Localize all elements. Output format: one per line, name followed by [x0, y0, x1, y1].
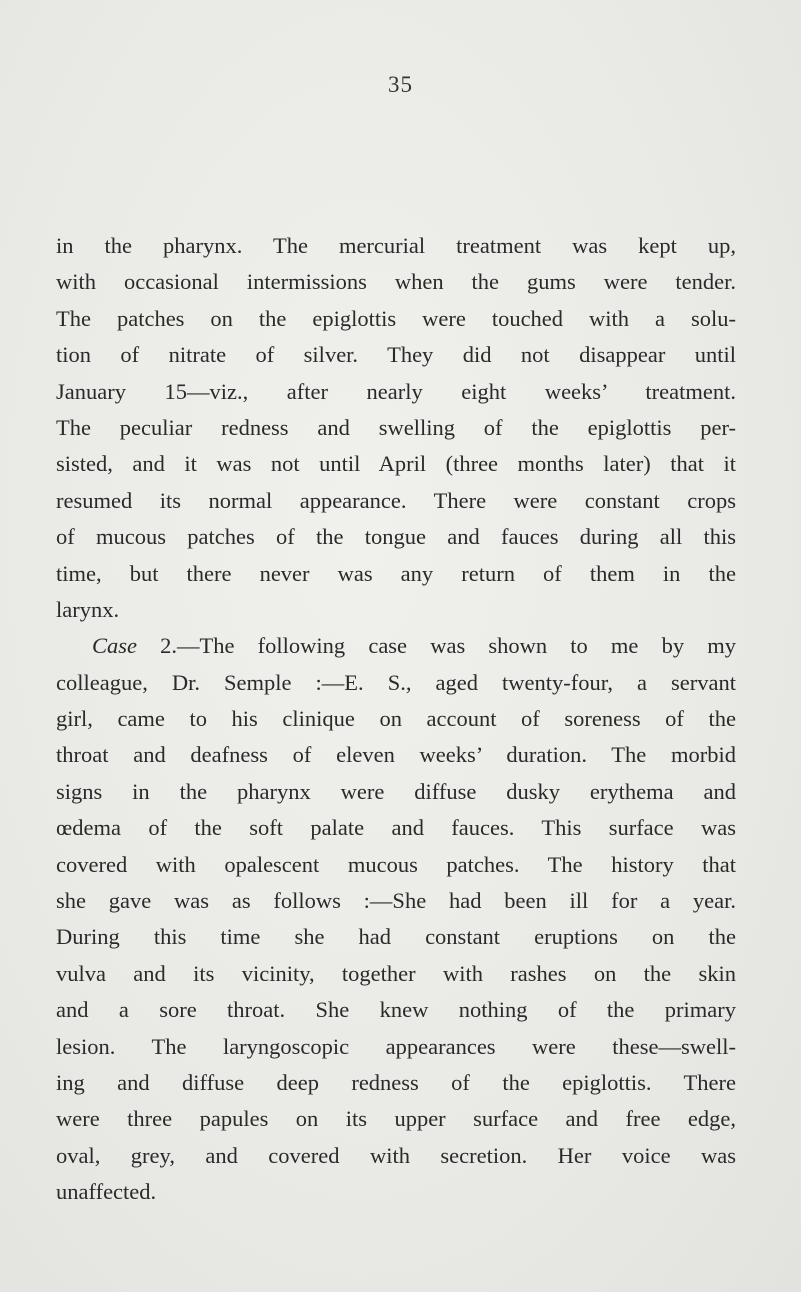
text-line	[56, 1065, 736, 1101]
line-text: girl, came to his clinique on account of soreness of the	[56, 706, 736, 732]
text-line	[56, 1029, 736, 1065]
line-text: The peculiar redness and swelling of the epiglottis per-	[56, 414, 736, 440]
text-line	[56, 883, 736, 919]
text-line	[56, 701, 736, 737]
text-line	[56, 301, 736, 337]
text-line	[56, 228, 736, 264]
text-line	[56, 628, 736, 664]
text-line	[56, 847, 736, 883]
text-line	[56, 337, 736, 373]
text-line	[56, 1138, 736, 1174]
line-text: with occasional intermissions when the gums were tender.	[56, 269, 736, 295]
line-text: ing and diffuse deep redness of the epiglottis. There	[56, 1069, 736, 1095]
text-line	[56, 956, 736, 992]
case-label: Case	[92, 633, 137, 659]
line-text: lesion. The laryngoscopic appearances were these—swell-	[56, 1033, 736, 1059]
text-line	[56, 665, 736, 701]
line-text: oval, grey, and covered with secretion. Her voice was	[56, 1142, 736, 1168]
line-text: resumed its normal appearance. There were constant crops	[56, 487, 736, 513]
line-text: vulva and its vicinity, together with rashes on the skin	[56, 960, 736, 986]
line-text: she gave was as follows :—She had been ill for a year.	[56, 888, 736, 914]
text-line	[56, 556, 736, 592]
line-text: signs in the pharynx were diffuse dusky erythema and	[56, 778, 736, 804]
text-line	[56, 374, 736, 410]
text-line	[56, 774, 736, 810]
line-text: in the pharynx. The mercurial treatment was kept up,	[56, 233, 736, 258]
line-text: time, but there never was any return of them in the	[56, 560, 736, 586]
page-number: 35	[388, 72, 413, 97]
line-text: tion of nitrate of silver. They did not disappear until	[56, 342, 736, 368]
line-text: were three papules on its upper surface and free edge,	[56, 1106, 736, 1132]
text-line	[56, 737, 736, 773]
text-line	[56, 1101, 736, 1137]
text-line	[56, 483, 736, 519]
line-text: unaffected.	[56, 1179, 157, 1205]
text-line	[56, 810, 736, 846]
line-text: œdema of the soft palate and fauces. This surface was	[56, 815, 736, 841]
line-text: and a sore throat. She knew nothing of the primary	[56, 997, 736, 1023]
line-text: During this time she had constant eruptions on the	[56, 924, 736, 950]
line-text: colleague, Dr. Semple :—E. S., aged twenty-four, a servant	[56, 669, 736, 695]
line-text: January 15—viz., after nearly eight weeks’ treatment.	[56, 378, 736, 404]
text-line	[56, 1174, 736, 1210]
line-text: covered with opalescent mucous patches. The history that	[56, 851, 736, 877]
line-text: The patches on the epiglottis were touched with a solu-	[56, 305, 736, 331]
text-line	[56, 446, 736, 482]
text-line	[56, 264, 736, 300]
text-line	[56, 519, 736, 555]
line-text: of mucous patches of the tongue and fauces during all this	[56, 524, 736, 550]
text-line	[56, 992, 736, 1028]
text-line	[56, 410, 736, 446]
body-text	[56, 228, 736, 1211]
text-line	[56, 592, 736, 628]
text-line	[56, 919, 736, 955]
line-text: sisted, and it was not until April (three months later) that it	[56, 451, 736, 477]
line-text: 2.—The following case was shown to me by my	[137, 633, 736, 659]
line-text: throat and deafness of eleven weeks’ duration. The morbid	[56, 742, 736, 768]
line-text: larynx.	[56, 596, 120, 622]
